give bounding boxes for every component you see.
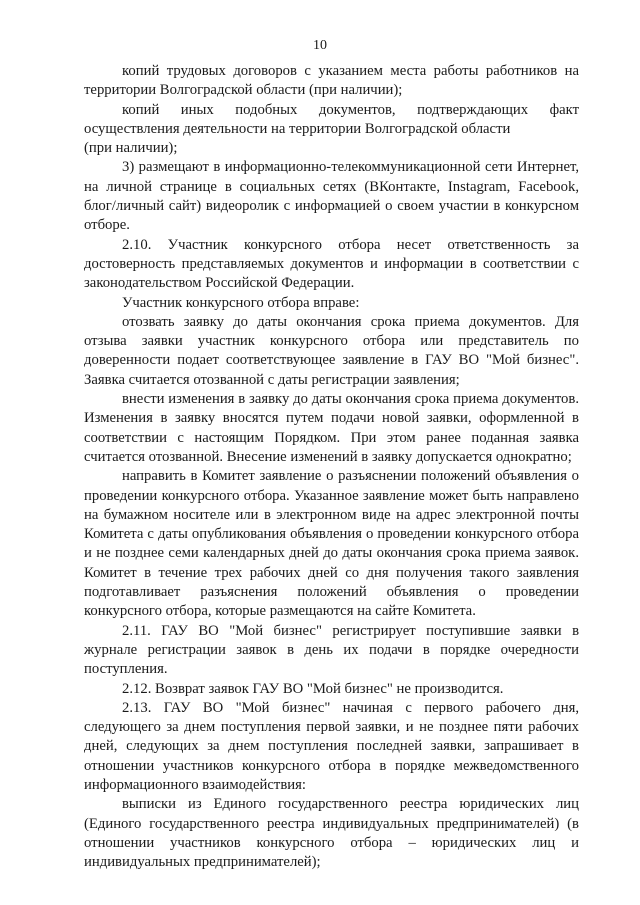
paragraph: копий иных подобных документов, подтверждающих факт осуществления деятельности на территории Волгоградской области bbox=[84, 101, 579, 137]
paragraph: 2.10. Участник конкурсного отбора несет ответственность за достоверность представляемых документов и информации в соответствии с законодательством Российской Федерации. bbox=[84, 236, 579, 292]
paragraph: выписки из Единого государственного реестра юридических лиц (Единого государственного реестра индивидуальных предпринимателей) (в отношении участников конкурсного отбора – юридических лиц и индивидуальных предпринимателей); bbox=[84, 796, 579, 871]
document-body bbox=[84, 62, 579, 872]
paragraph: 2.12. Возврат заявок ГАУ ВО "Мой бизнес" не производится. bbox=[122, 680, 504, 697]
paragraph: 2.13. ГАУ ВО "Мой бизнес" начиная с первого рабочего дня, следующего за днем поступления первой заявки, и не позднее пяти рабочих дней, следующих за днем поступления последней заявки, запрашивает в отношении участников конкурсного отбора в порядке межведомственного информационного взаимодействия: bbox=[84, 699, 579, 793]
paragraph: 2.11. ГАУ ВО "Мой бизнес" регистрирует поступившие заявки в журнале регистрации заявок в день их подачи в порядке очередности поступления. bbox=[84, 622, 579, 678]
paragraph: отозвать заявку до даты окончания срока приема документов. Для отзыва заявки участник конкурсного отбора или представитель по доверенности подает соответствующее заявление в ГАУ ВО "Мой бизнес". Заявка считается отозванной с даты регистрации заявления; bbox=[84, 313, 579, 388]
paragraph: Участник конкурсного отбора вправе: bbox=[122, 294, 360, 311]
paragraph: (при наличии); bbox=[84, 140, 178, 157]
paragraph: 3) размещают в информационно-телекоммуникационной сети Интернет, на личной странице в социальных сетях (ВКонтакте, Instagram, Facebook, блог/личный сайт) видеоролик с информацией о своем участии в конкурсном отборе. bbox=[84, 159, 579, 234]
page-number: 10 bbox=[313, 38, 327, 53]
paragraph: направить в Комитет заявление о разъяснении положений объявления о проведении конкурсного отбора. Указанное заявление может быть направлено на бумажном носителе или в электронном виде на адрес электронной почты Комитета с даты опубликования объявления о проведении конкурсного отбора и не позднее семи календарных дней до даты окончания срока приема заявок. Комитет в течение трех рабочих дней со дня получения такого заявления подготавливает разъяснения положений объявления о проведении конкурсного отбора, которые размещаются на сайте Комитета. bbox=[84, 468, 579, 620]
paragraph: внести изменения в заявку до даты окончания срока приема документов. Изменения в заявку вносятся путем подачи новой заявки, оформленной в соответствии с настоящим Порядком. При этом ранее поданная заявка считается отозванной. Внесение изменений в заявку допускается однократно; bbox=[84, 391, 579, 465]
paragraph: копий трудовых договоров с указанием места работы работников на территории Волгоградской области (при наличии); bbox=[84, 63, 579, 99]
